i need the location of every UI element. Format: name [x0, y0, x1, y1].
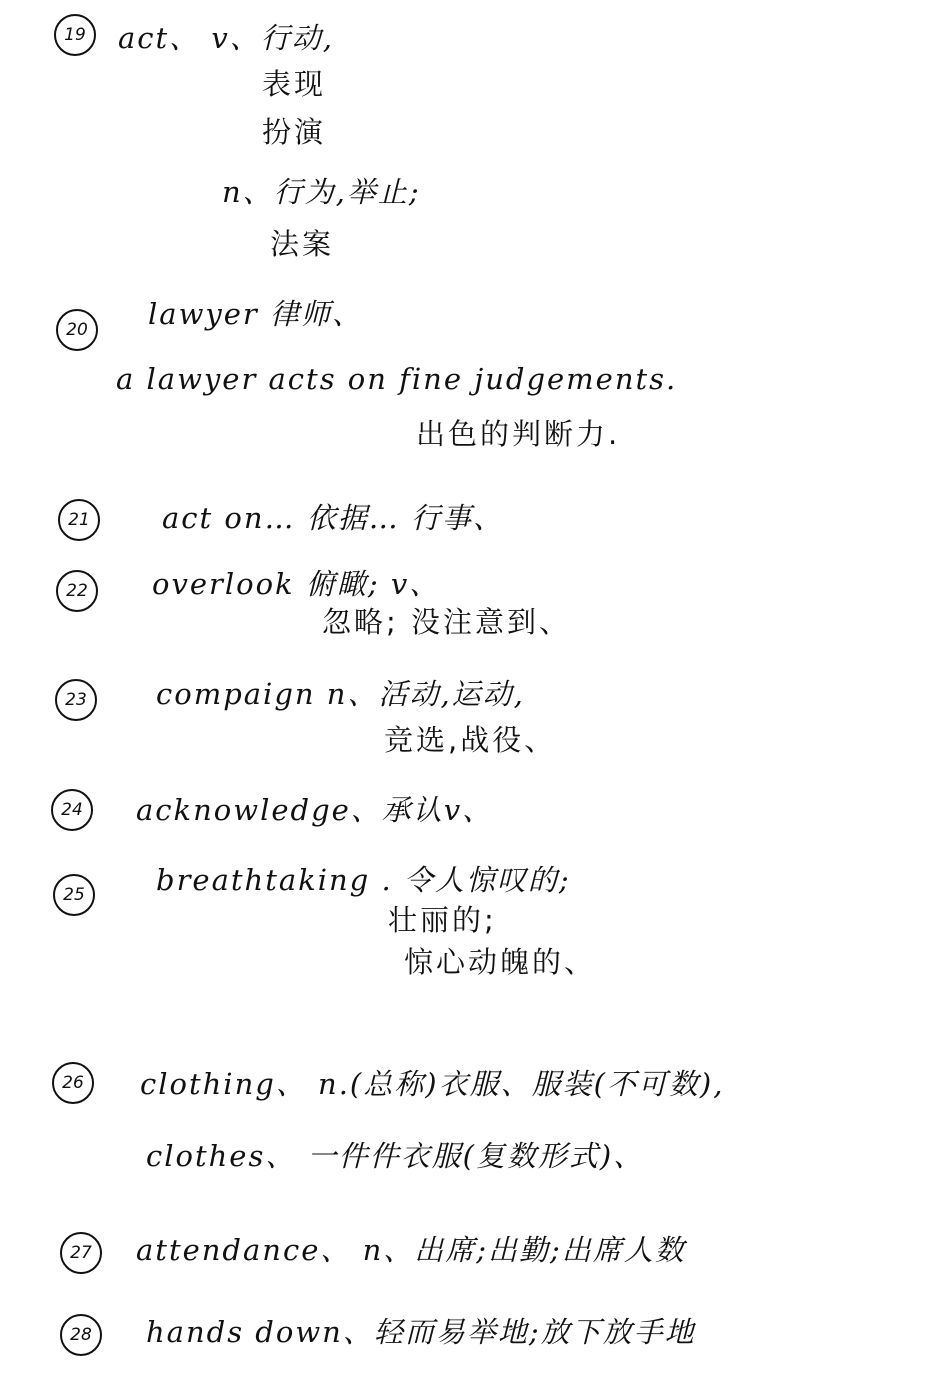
- entry-line: attendance、 n、出席;出勤;出席人数: [136, 1233, 686, 1267]
- entry-line: lawyer 律师、: [148, 297, 364, 331]
- entry-line: 忽略; 没注意到、: [322, 605, 571, 639]
- entry-line: a lawyer acts on fine judgements.: [116, 362, 678, 396]
- entry-line: 出色的判断力.: [416, 417, 621, 451]
- entry-number: 26: [52, 1062, 94, 1104]
- entry-line: 法案: [270, 227, 335, 261]
- entry-line: clothing、 n.(总称)衣服、服装(不可数),: [140, 1067, 725, 1101]
- entry-number: 23: [55, 679, 97, 721]
- entry-line: acknowledge、承认v、: [136, 793, 494, 827]
- entry-line: clothes、 一件件衣服(复数形式)、: [146, 1139, 645, 1173]
- entry-line: act on… 依据… 行事、: [162, 501, 504, 535]
- entry-number: 22: [56, 570, 98, 612]
- entry-line: compaign n、活动,运动,: [156, 677, 525, 711]
- entry-number: 28: [60, 1314, 102, 1356]
- entry-line: 表现: [262, 67, 327, 101]
- entry-number: 24: [51, 789, 93, 831]
- entry-line: overlook 俯瞰; v、: [152, 567, 441, 601]
- entry-number: 19: [54, 14, 96, 56]
- entry-number: 27: [60, 1232, 102, 1274]
- entry-number: 25: [53, 874, 95, 916]
- entry-line: breathtaking . 令人惊叹的;: [156, 863, 571, 897]
- entry-line: hands down、轻而易举地;放下放手地: [146, 1315, 696, 1349]
- entry-line: 壮丽的;: [388, 903, 497, 937]
- entry-line: 竞选,战役、: [384, 723, 557, 757]
- entry-line: 惊心动魄的、: [404, 945, 597, 979]
- entry-number: 20: [56, 309, 98, 351]
- entry-number: 21: [58, 499, 100, 541]
- entry-line: 扮演: [262, 115, 327, 149]
- entry-line: n、行为,举止;: [222, 175, 421, 209]
- entry-line: act、 v、行动,: [118, 21, 335, 55]
